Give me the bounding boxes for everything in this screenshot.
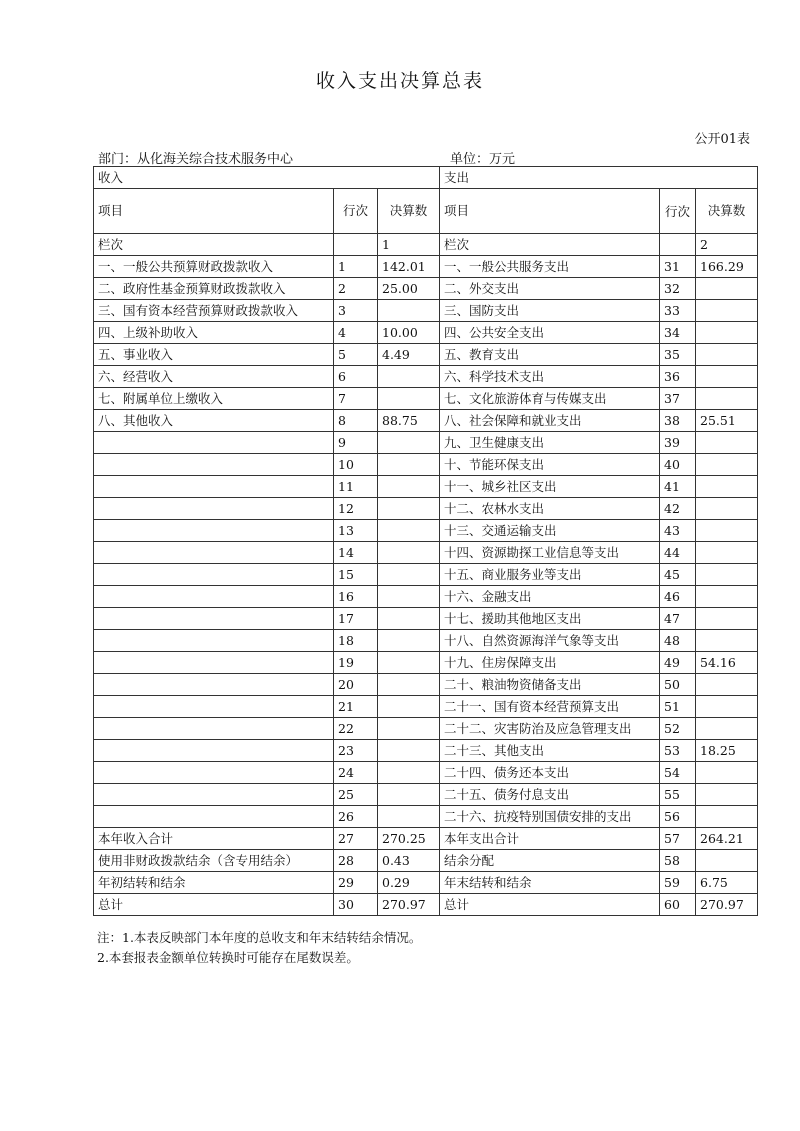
income-item-cell xyxy=(94,652,334,674)
income-item-cell xyxy=(94,542,334,564)
income-amount-cell xyxy=(378,586,440,608)
income-line-cell: 15 xyxy=(334,564,378,586)
expense-amount-cell xyxy=(696,806,758,828)
table-row xyxy=(94,674,758,696)
expense-item-cell: 三、国防支出 xyxy=(440,300,660,322)
income-amount-cell xyxy=(378,806,440,828)
table-row xyxy=(94,476,758,498)
expense-amount-cell xyxy=(696,674,758,696)
income-amount-cell xyxy=(378,476,440,498)
income-line-cell: 20 xyxy=(334,674,378,696)
expense-amount-cell xyxy=(696,498,758,520)
income-section-header: 收入 xyxy=(94,167,440,189)
income-amount-cell xyxy=(378,388,440,410)
table-row xyxy=(94,300,758,322)
expense-line-cell: 48 xyxy=(660,630,696,652)
income-amount-cell xyxy=(378,520,440,542)
expense-item-cell: 二十五、债务付息支出 xyxy=(440,784,660,806)
table-row xyxy=(94,366,758,388)
expense-amount-cell xyxy=(696,564,758,586)
table-row xyxy=(94,520,758,542)
expense-item-cell: 一、一般公共服务支出 xyxy=(440,256,660,278)
table-row xyxy=(94,850,758,872)
income-item-cell xyxy=(94,674,334,696)
table-row xyxy=(94,696,758,718)
income-amount-cell xyxy=(378,784,440,806)
expense-amount-cell xyxy=(696,300,758,322)
expense-line-cell: 58 xyxy=(660,850,696,872)
expense-item-cell: 十二、农林水支出 xyxy=(440,498,660,520)
income-item-cell xyxy=(94,630,334,652)
income-amount-cell: 142.01 xyxy=(378,256,440,278)
income-amount-cell: 270.97 xyxy=(378,894,440,916)
expense-amount-cell xyxy=(696,696,758,718)
income-item-cell: 六、经营收入 xyxy=(94,366,334,388)
income-amount-cell xyxy=(378,718,440,740)
expense-line-cell: 39 xyxy=(660,432,696,454)
expense-line-cell: 41 xyxy=(660,476,696,498)
income-line-header: 行次 xyxy=(334,189,378,234)
income-item-cell: 五、事业收入 xyxy=(94,344,334,366)
income-column-label: 栏次 xyxy=(94,234,334,256)
expense-item-cell: 二十、粮油物资储备支出 xyxy=(440,674,660,696)
income-item-cell: 三、国有资本经营预算财政拨款收入 xyxy=(94,300,334,322)
income-item-cell: 八、其他收入 xyxy=(94,410,334,432)
income-line-cell: 23 xyxy=(334,740,378,762)
income-amount-cell: 10.00 xyxy=(378,322,440,344)
income-line-cell: 12 xyxy=(334,498,378,520)
income-item-cell: 使用非财政拨款结余（含专用结余） xyxy=(94,850,334,872)
income-line-cell: 29 xyxy=(334,872,378,894)
notes xyxy=(97,928,421,968)
income-column-line-blank xyxy=(334,234,378,256)
income-line-cell: 25 xyxy=(334,784,378,806)
table-row xyxy=(94,388,758,410)
expense-line-cell: 42 xyxy=(660,498,696,520)
income-amount-cell: 25.00 xyxy=(378,278,440,300)
table-row xyxy=(94,828,758,850)
expense-amount-cell: 270.97 xyxy=(696,894,758,916)
expense-line-cell: 51 xyxy=(660,696,696,718)
note-1: 注：1.本表反映部门本年度的总收支和年末结转结余情况。 xyxy=(97,930,422,945)
table-meta xyxy=(98,148,756,166)
income-amount-cell xyxy=(378,740,440,762)
income-line-cell: 16 xyxy=(334,586,378,608)
expense-line-cell: 33 xyxy=(660,300,696,322)
income-amount-cell xyxy=(378,498,440,520)
income-item-cell xyxy=(94,454,334,476)
expense-item-cell: 十四、资源勘探工业信息等支出 xyxy=(440,542,660,564)
income-item-cell: 四、上级补助收入 xyxy=(94,322,334,344)
expense-amount-cell xyxy=(696,454,758,476)
expense-amount-cell xyxy=(696,850,758,872)
expense-column-label: 栏次 xyxy=(440,234,660,256)
income-item-cell: 一、一般公共预算财政拨款收入 xyxy=(94,256,334,278)
income-line-cell: 14 xyxy=(334,542,378,564)
income-item-cell: 本年收入合计 xyxy=(94,828,334,850)
expense-item-cell: 十一、城乡社区支出 xyxy=(440,476,660,498)
expense-amount-cell xyxy=(696,520,758,542)
expense-line-cell: 50 xyxy=(660,674,696,696)
expense-line-cell: 49 xyxy=(660,652,696,674)
table-row xyxy=(94,322,758,344)
expense-amount-cell xyxy=(696,388,758,410)
expense-line-cell: 35 xyxy=(660,344,696,366)
expense-line-cell: 40 xyxy=(660,454,696,476)
expense-amount-header: 决算数 xyxy=(696,189,758,234)
income-amount-cell xyxy=(378,432,440,454)
income-amount-cell xyxy=(378,652,440,674)
expense-line-cell: 59 xyxy=(660,872,696,894)
expense-line-header: 行次 xyxy=(660,189,696,234)
table-body xyxy=(94,256,758,916)
income-amount-cell: 0.43 xyxy=(378,850,440,872)
expense-amount-cell xyxy=(696,476,758,498)
income-amount-cell xyxy=(378,608,440,630)
table-row xyxy=(94,630,758,652)
expense-line-cell: 56 xyxy=(660,806,696,828)
income-amount-cell xyxy=(378,696,440,718)
expense-amount-cell xyxy=(696,366,758,388)
expense-amount-cell: 6.75 xyxy=(696,872,758,894)
expense-line-cell: 31 xyxy=(660,256,696,278)
expense-amount-cell xyxy=(696,718,758,740)
income-amount-cell: 88.75 xyxy=(378,410,440,432)
income-line-cell: 19 xyxy=(334,652,378,674)
expense-column-line-blank xyxy=(660,234,696,256)
expense-amount-cell: 18.25 xyxy=(696,740,758,762)
income-item-cell xyxy=(94,718,334,740)
income-column-number: 1 xyxy=(378,234,440,256)
page-title: 收入支出决算总表 xyxy=(315,70,484,92)
income-line-cell: 1 xyxy=(334,256,378,278)
expense-item-cell: 二十二、灾害防治及应急管理支出 xyxy=(440,718,660,740)
income-line-cell: 27 xyxy=(334,828,378,850)
income-line-cell: 26 xyxy=(334,806,378,828)
expense-amount-cell: 166.29 xyxy=(696,256,758,278)
expense-line-cell: 38 xyxy=(660,410,696,432)
expense-amount-cell: 264.21 xyxy=(696,828,758,850)
income-line-cell: 3 xyxy=(334,300,378,322)
table-row xyxy=(94,740,758,762)
income-item-cell: 年初结转和结余 xyxy=(94,872,334,894)
expense-item-cell: 二十六、抗疫特别国债安排的支出 xyxy=(440,806,660,828)
expense-item-cell: 二十三、其他支出 xyxy=(440,740,660,762)
expense-amount-cell: 54.16 xyxy=(696,652,758,674)
income-item-cell xyxy=(94,740,334,762)
income-item-cell: 二、政府性基金预算财政拨款收入 xyxy=(94,278,334,300)
income-amount-cell xyxy=(378,454,440,476)
unit-label: 单位：万元 xyxy=(450,152,516,167)
income-item-cell xyxy=(94,564,334,586)
table-row xyxy=(94,564,758,586)
expense-line-cell: 34 xyxy=(660,322,696,344)
expense-item-cell: 总计 xyxy=(440,894,660,916)
expense-line-cell: 47 xyxy=(660,608,696,630)
expense-line-cell: 54 xyxy=(660,762,696,784)
expense-amount-cell xyxy=(696,344,758,366)
income-item-cell xyxy=(94,498,334,520)
expense-line-cell: 57 xyxy=(660,828,696,850)
table-row xyxy=(94,894,758,916)
expense-line-cell: 45 xyxy=(660,564,696,586)
income-amount-cell xyxy=(378,674,440,696)
section-header-row xyxy=(94,167,758,189)
income-line-cell: 22 xyxy=(334,718,378,740)
income-item-cell: 总计 xyxy=(94,894,334,916)
income-item-cell: 七、附属单位上缴收入 xyxy=(94,388,334,410)
table-row xyxy=(94,806,758,828)
income-amount-cell: 0.29 xyxy=(378,872,440,894)
expense-item-cell: 本年支出合计 xyxy=(440,828,660,850)
note-2: 2.本套报表金额单位转换时可能存在尾数误差。 xyxy=(97,950,359,965)
table-row xyxy=(94,718,758,740)
income-line-cell: 8 xyxy=(334,410,378,432)
expense-line-cell: 32 xyxy=(660,278,696,300)
income-amount-header: 决算数 xyxy=(378,189,440,234)
income-amount-cell xyxy=(378,564,440,586)
table-row xyxy=(94,608,758,630)
expense-item-cell: 十六、金融支出 xyxy=(440,586,660,608)
expense-amount-cell xyxy=(696,630,758,652)
expense-item-cell: 六、科学技术支出 xyxy=(440,366,660,388)
expense-amount-cell xyxy=(696,278,758,300)
income-line-cell: 4 xyxy=(334,322,378,344)
income-item-cell xyxy=(94,608,334,630)
expense-amount-cell: 25.51 xyxy=(696,410,758,432)
income-item-cell xyxy=(94,784,334,806)
expense-line-cell: 53 xyxy=(660,740,696,762)
income-item-header: 项目 xyxy=(94,189,334,234)
expense-item-cell: 十、节能环保支出 xyxy=(440,454,660,476)
department-label: 部门：从化海关综合技术服务中心 xyxy=(98,152,294,167)
expense-item-cell: 十五、商业服务业等支出 xyxy=(440,564,660,586)
income-line-cell: 18 xyxy=(334,630,378,652)
table-row xyxy=(94,784,758,806)
income-item-cell xyxy=(94,520,334,542)
income-amount-cell: 4.49 xyxy=(378,344,440,366)
income-item-cell xyxy=(94,476,334,498)
expense-line-cell: 60 xyxy=(660,894,696,916)
table-row xyxy=(94,652,758,674)
income-item-cell xyxy=(94,432,334,454)
income-amount-cell xyxy=(378,762,440,784)
income-line-cell: 10 xyxy=(334,454,378,476)
expense-line-cell: 55 xyxy=(660,784,696,806)
table-row xyxy=(94,344,758,366)
income-line-cell: 30 xyxy=(334,894,378,916)
table-row xyxy=(94,872,758,894)
table-row xyxy=(94,454,758,476)
income-line-cell: 24 xyxy=(334,762,378,784)
income-expense-table xyxy=(93,166,758,916)
income-amount-cell xyxy=(378,300,440,322)
expense-item-cell: 五、教育支出 xyxy=(440,344,660,366)
income-line-cell: 13 xyxy=(334,520,378,542)
income-item-cell xyxy=(94,806,334,828)
expense-item-cell: 二、外交支出 xyxy=(440,278,660,300)
table-row xyxy=(94,410,758,432)
expense-item-cell: 二十一、国有资本经营预算支出 xyxy=(440,696,660,718)
expense-section-header: 支出 xyxy=(440,167,758,189)
expense-item-cell: 七、文化旅游体育与传媒支出 xyxy=(440,388,660,410)
income-line-cell: 21 xyxy=(334,696,378,718)
table-row xyxy=(94,278,758,300)
table-row xyxy=(94,256,758,278)
expense-item-cell: 二十四、债务还本支出 xyxy=(440,762,660,784)
income-item-cell xyxy=(94,762,334,784)
expense-line-cell: 52 xyxy=(660,718,696,740)
column-header-row xyxy=(94,189,758,234)
expense-item-cell: 年末结转和结余 xyxy=(440,872,660,894)
income-line-cell: 6 xyxy=(334,366,378,388)
table-row xyxy=(94,498,758,520)
expense-item-cell: 四、公共安全支出 xyxy=(440,322,660,344)
table-row xyxy=(94,762,758,784)
expense-line-cell: 44 xyxy=(660,542,696,564)
expense-item-cell: 十七、援助其他地区支出 xyxy=(440,608,660,630)
income-amount-cell xyxy=(378,630,440,652)
expense-item-cell: 十八、自然资源海洋气象等支出 xyxy=(440,630,660,652)
income-line-cell: 17 xyxy=(334,608,378,630)
income-line-cell: 9 xyxy=(334,432,378,454)
income-item-cell xyxy=(94,696,334,718)
expense-item-cell: 结余分配 xyxy=(440,850,660,872)
income-item-cell xyxy=(94,586,334,608)
income-amount-cell xyxy=(378,542,440,564)
expense-amount-cell xyxy=(696,784,758,806)
expense-line-cell: 43 xyxy=(660,520,696,542)
income-line-cell: 7 xyxy=(334,388,378,410)
expense-amount-cell xyxy=(696,762,758,784)
income-line-cell: 11 xyxy=(334,476,378,498)
income-line-cell: 2 xyxy=(334,278,378,300)
column-number-row xyxy=(94,234,758,256)
income-amount-cell xyxy=(378,366,440,388)
expense-column-number: 2 xyxy=(696,234,758,256)
expense-line-cell: 37 xyxy=(660,388,696,410)
expense-item-cell: 十九、住房保障支出 xyxy=(440,652,660,674)
expense-item-cell: 八、社会保障和就业支出 xyxy=(440,410,660,432)
expense-item-header: 项目 xyxy=(440,189,660,234)
expense-item-cell: 九、卫生健康支出 xyxy=(440,432,660,454)
expense-amount-cell xyxy=(696,322,758,344)
table-row xyxy=(94,432,758,454)
expense-line-cell: 46 xyxy=(660,586,696,608)
table-row xyxy=(94,542,758,564)
income-line-cell: 28 xyxy=(334,850,378,872)
expense-amount-cell xyxy=(696,586,758,608)
expense-item-cell: 十三、交通运输支出 xyxy=(440,520,660,542)
form-number: 公开01表 xyxy=(694,132,750,147)
expense-amount-cell xyxy=(696,608,758,630)
expense-line-cell: 36 xyxy=(660,366,696,388)
table-row xyxy=(94,586,758,608)
expense-amount-cell xyxy=(696,432,758,454)
income-line-cell: 5 xyxy=(334,344,378,366)
expense-amount-cell xyxy=(696,542,758,564)
income-amount-cell: 270.25 xyxy=(378,828,440,850)
